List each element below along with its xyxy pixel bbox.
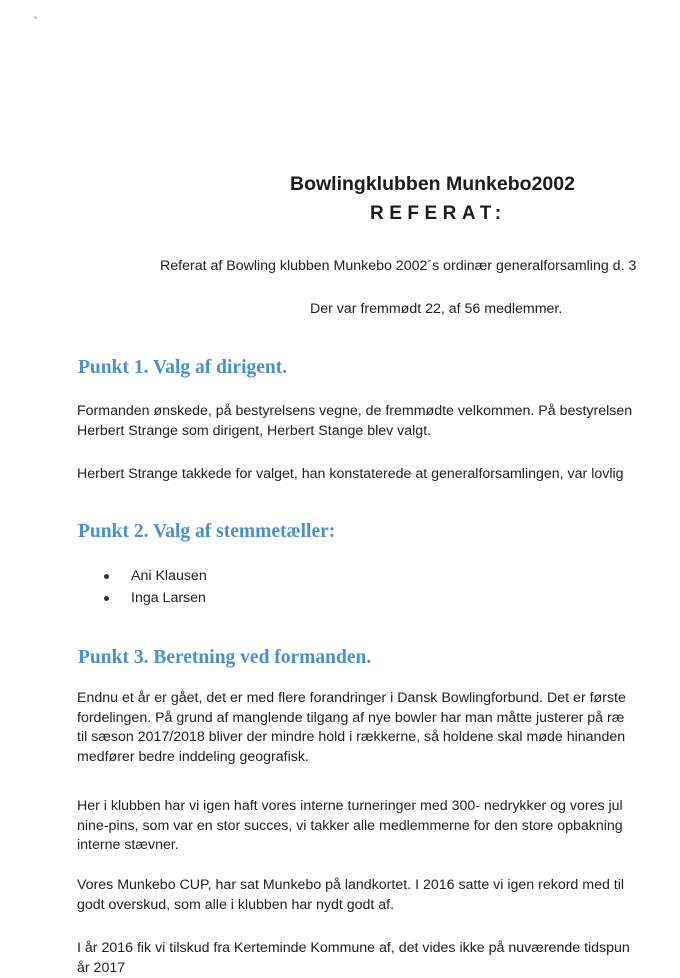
bullet-icon <box>104 596 109 601</box>
paragraph-line: år 2017 <box>77 959 630 978</box>
paragraph-line: Herbert Strange takkede for valget, han konstaterede at generalforsamlingen, var lovlig <box>77 465 624 485</box>
paragraph-line: nine-pins, som var en stor succes, vi takker alle medlemmerne for den store opbakning <box>77 817 623 837</box>
section-heading-2: Punkt 2. Valg af stemmetæller: <box>78 521 335 543</box>
bullet-icon <box>104 574 109 579</box>
paragraph-line: medfører bedre inddeling geografisk. <box>77 748 626 768</box>
section-3-paragraph-1 <box>77 689 626 767</box>
scan-speck <box>34 16 37 19</box>
list-item-text: Ani Klausen <box>131 566 207 588</box>
section-1-paragraph-1 <box>77 402 632 441</box>
paragraph-line: Her i klubben har vi igen haft vores interne turneringer med 300- nedrykker og vores jul <box>77 797 623 817</box>
section-3-paragraph-2 <box>77 797 623 856</box>
attendance-line: Der var fremmødt 22, af 56 medlemmer. <box>310 301 562 317</box>
document-subtitle: REFERAT: <box>370 203 507 225</box>
document-title: Bowlingklubben Munkebo2002 <box>290 173 575 196</box>
paragraph-line: I år 2016 fik vi tilskud fra Kerteminde Kommune af, det vides ikke på nuværende tidspun <box>77 939 630 959</box>
paragraph-line: Formanden ønskede, på bestyrelsens vegne, de fremmødte velkommen. På bestyrelsen <box>77 402 632 422</box>
paragraph-line: Vores Munkebo CUP, har sat Munkebo på landkortet. I 2016 satte vi igen rekord med til <box>77 876 624 896</box>
list-item <box>104 588 207 610</box>
intro-line: Referat af Bowling klubben Munkebo 2002´s ordinær generalforsamling d. 3 <box>160 258 636 274</box>
section-heading-1: Punkt 1. Valg af dirigent. <box>78 357 287 379</box>
paragraph-line: interne stævner. <box>77 836 623 856</box>
list-item <box>104 566 207 588</box>
section-1-paragraph-2 <box>77 465 624 485</box>
paragraph-line: til sæson 2017/2018 bliver der mindre hold i rækkerne, så holdene skal møde hinanden <box>77 728 626 748</box>
section-3-paragraph-3 <box>77 876 624 915</box>
section-3-paragraph-4 <box>77 939 630 978</box>
list-item-text: Inga Larsen <box>131 588 206 610</box>
paragraph-line: fordelingen. På grund af manglende tilgang af nye bowler har man måtte justerer på ræ <box>77 709 626 729</box>
bullet-list <box>104 566 207 609</box>
section-heading-3: Punkt 3. Beretning ved formanden. <box>78 647 371 669</box>
paragraph-line: Endnu et år er gået, det er med flere forandringer i Dansk Bowlingforbund. Det er første <box>77 689 626 709</box>
paragraph-line: godt overskud, som alle i klubben har nydt godt af. <box>77 896 624 916</box>
paragraph-line: Herbert Strange som dirigent, Herbert Stange blev valgt. <box>77 422 632 442</box>
